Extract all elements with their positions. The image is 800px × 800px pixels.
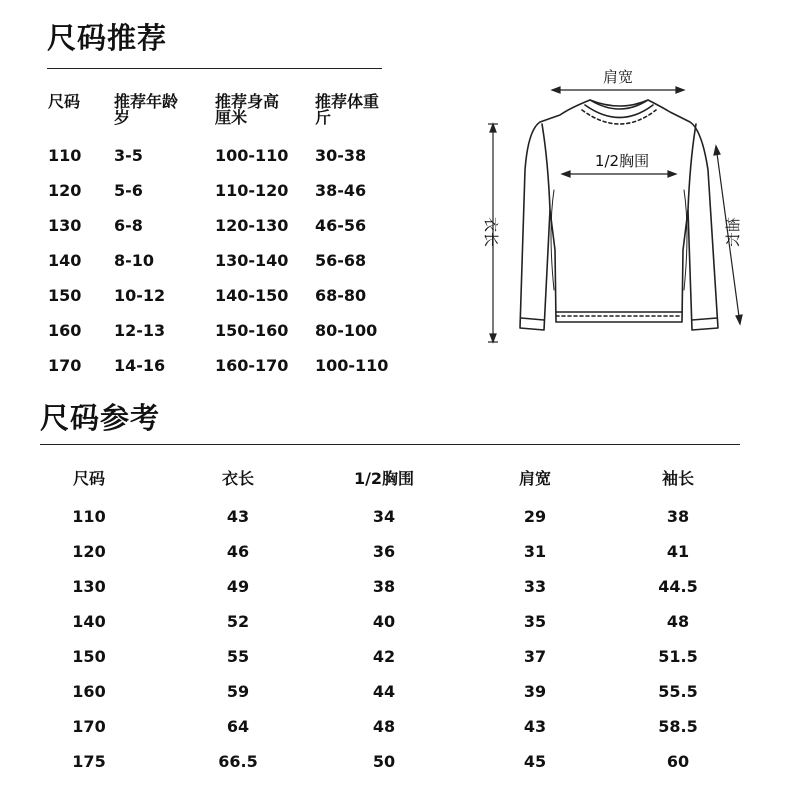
reference-cell: 175 [72,752,106,771]
reference-cell: 46 [226,542,250,561]
recommend-cell: 170 [48,356,82,375]
recommend-header-2: 推荐身高 厘米 [215,92,280,127]
reference-cell: 60 [666,752,690,771]
reference-cell: 52 [226,612,250,631]
reference-cell: 64 [226,717,250,736]
recommend-cell: 100-110 [315,356,389,375]
reference-cell: 42 [372,647,396,666]
length-label: 衣长 [482,216,500,248]
reference-cell: 48 [372,717,396,736]
recommend-cell: 68-80 [315,286,367,305]
reference-cell: 39 [523,682,547,701]
recommend-cell: 46-56 [315,216,367,235]
recommend-cell: 160-170 [215,356,289,375]
reference-cell: 43 [523,717,547,736]
recommend-cell: 120-130 [215,216,289,235]
reference-cell: 150 [72,647,106,666]
recommend-title: 尺码推荐 [47,21,168,55]
reference-cell: 160 [72,682,106,701]
reference-cell: 44 [372,682,396,701]
recommend-cell: 12-13 [114,321,166,340]
reference-cell: 36 [372,542,396,561]
recommend-cell: 38-46 [315,181,367,200]
reference-cell: 50 [372,752,396,771]
recommend-cell: 80-100 [315,321,378,340]
reference-cell: 66.5 [218,752,258,771]
recommend-cell: 150 [48,286,82,305]
recommend-cell: 30-38 [315,146,367,165]
reference-cell: 51.5 [658,647,698,666]
recommend-cell: 14-16 [114,356,166,375]
reference-cell: 170 [72,717,106,736]
recommend-cell: 8-10 [114,251,155,270]
reference-title: 尺码参考 [40,401,161,435]
reference-cell: 44.5 [658,577,698,596]
recommend-cell: 3-5 [114,146,143,165]
reference-header-0: 尺码 [72,469,106,488]
recommend-cell: 120 [48,181,82,200]
reference-header-2: 1/2胸围 [353,469,415,488]
recommend-cell: 56-68 [315,251,367,270]
reference-header-3: 肩宽 [518,469,552,488]
reference-cell: 140 [72,612,106,631]
chest-label: 1/2胸围 [594,152,650,170]
recommend-cell: 160 [48,321,82,340]
recommend-header-3: 推荐体重 斤 [315,92,380,127]
reference-divider [40,444,740,445]
reference-cell: 110 [72,507,106,526]
recommend-cell: 5-6 [114,181,143,200]
reference-cell: 31 [523,542,547,561]
reference-cell: 29 [523,507,547,526]
reference-cell: 130 [72,577,106,596]
recommend-cell: 140 [48,251,82,270]
reference-cell: 55 [226,647,250,666]
recommend-cell: 110-120 [215,181,289,200]
reference-cell: 35 [523,612,547,631]
reference-cell: 45 [523,752,547,771]
shoulder-label: 肩宽 [602,68,634,86]
reference-cell: 38 [666,507,690,526]
recommend-divider [47,68,382,69]
recommend-cell: 10-12 [114,286,166,305]
reference-cell: 120 [72,542,106,561]
reference-cell: 59 [226,682,250,701]
recommend-header-0: 尺码 [48,92,81,111]
reference-cell: 43 [226,507,250,526]
reference-cell: 38 [372,577,396,596]
recommend-cell: 130 [48,216,82,235]
recommend-cell: 100-110 [215,146,289,165]
reference-cell: 34 [372,507,396,526]
recommend-cell: 110 [48,146,82,165]
recommend-cell: 150-160 [215,321,289,340]
reference-cell: 55.5 [658,682,698,701]
shirt-diagram [470,60,770,360]
reference-cell: 58.5 [658,717,698,736]
reference-cell: 48 [666,612,690,631]
reference-cell: 37 [523,647,547,666]
reference-cell: 40 [372,612,396,631]
shirt-outline [520,100,718,330]
reference-header-1: 衣长 [221,469,255,488]
sleeve-label: 袖长 [724,216,742,248]
reference-cell: 33 [523,577,547,596]
reference-header-4: 袖长 [661,469,695,488]
reference-cell: 41 [666,542,690,561]
recommend-header-1: 推荐年龄 岁 [114,92,179,127]
reference-cell: 49 [226,577,250,596]
recommend-cell: 6-8 [114,216,143,235]
recommend-cell: 140-150 [215,286,289,305]
recommend-cell: 130-140 [215,251,289,270]
